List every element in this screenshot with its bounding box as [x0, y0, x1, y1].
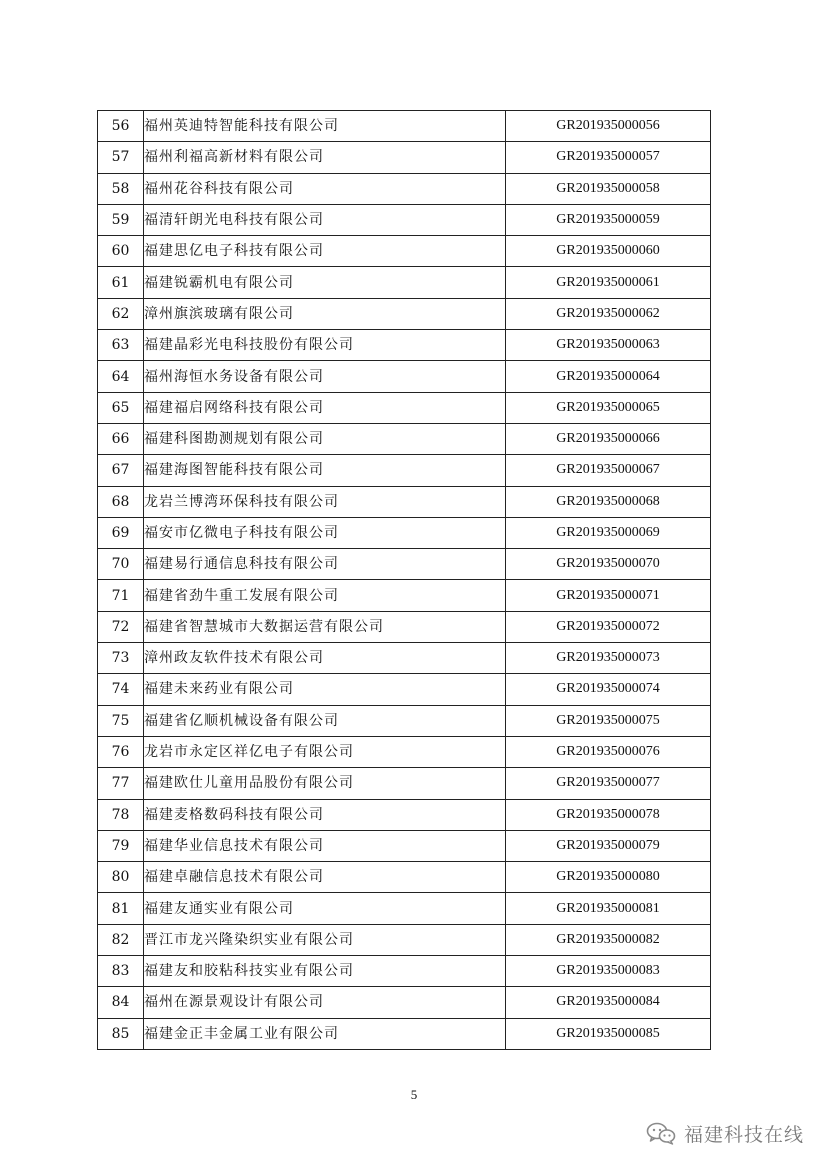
row-number: 76	[98, 736, 144, 767]
certificate-code: GR201935000070	[506, 549, 711, 580]
row-number: 84	[98, 987, 144, 1018]
certificate-code: GR201935000071	[506, 580, 711, 611]
row-number: 66	[98, 423, 144, 454]
table-row	[98, 517, 711, 548]
company-name: 福州英迪特智能科技有限公司	[144, 111, 506, 142]
row-number: 64	[98, 361, 144, 392]
certificate-code: GR201935000083	[506, 956, 711, 987]
certificate-code: GR201935000063	[506, 330, 711, 361]
row-number: 79	[98, 830, 144, 861]
row-number: 75	[98, 705, 144, 736]
certificate-code: GR201935000059	[506, 204, 711, 235]
certificate-code: GR201935000077	[506, 768, 711, 799]
certificate-code: GR201935000067	[506, 455, 711, 486]
table-row	[98, 361, 711, 392]
row-number: 80	[98, 862, 144, 893]
table-row	[98, 549, 711, 580]
row-number: 69	[98, 517, 144, 548]
table-row	[98, 392, 711, 423]
table-row	[98, 674, 711, 705]
certificate-code: GR201935000064	[506, 361, 711, 392]
certificate-code: GR201935000085	[506, 1018, 711, 1049]
row-number: 70	[98, 549, 144, 580]
table-row	[98, 298, 711, 329]
company-name: 福建省劲牛重工发展有限公司	[144, 580, 506, 611]
row-number: 58	[98, 173, 144, 204]
table-row	[98, 111, 711, 142]
company-name: 福建省亿顺机械设备有限公司	[144, 705, 506, 736]
company-name: 福建友通实业有限公司	[144, 893, 506, 924]
company-name: 福建金正丰金属工业有限公司	[144, 1018, 506, 1049]
row-number: 63	[98, 330, 144, 361]
certificate-code: GR201935000062	[506, 298, 711, 329]
row-number: 59	[98, 204, 144, 235]
row-number: 82	[98, 924, 144, 955]
table-row	[98, 893, 711, 924]
page-number: 5	[410, 1087, 418, 1102]
table-row	[98, 236, 711, 267]
table-row	[98, 267, 711, 298]
company-name: 龙岩兰博湾环保科技有限公司	[144, 486, 506, 517]
certificate-code: GR201935000079	[506, 830, 711, 861]
certificate-code: GR201935000058	[506, 173, 711, 204]
company-name: 福建福启网络科技有限公司	[144, 392, 506, 423]
company-name: 漳州旗滨玻璃有限公司	[144, 298, 506, 329]
certificate-code: GR201935000065	[506, 392, 711, 423]
company-name: 福安市亿微电子科技有限公司	[144, 517, 506, 548]
table-row	[98, 987, 711, 1018]
row-number: 81	[98, 893, 144, 924]
company-name: 福州海恒水务设备有限公司	[144, 361, 506, 392]
table-row	[98, 580, 711, 611]
table-row	[98, 705, 711, 736]
watermark-text: 福建科技在线	[683, 1123, 804, 1146]
company-name: 福建易行通信息科技有限公司	[144, 549, 506, 580]
table-row	[98, 799, 711, 830]
company-name: 福建省智慧城市大数据运营有限公司	[144, 611, 506, 642]
company-name: 福州花谷科技有限公司	[144, 173, 506, 204]
table-row	[98, 924, 711, 955]
table-row	[98, 173, 711, 204]
table-row	[98, 330, 711, 361]
row-number: 71	[98, 580, 144, 611]
row-number: 62	[98, 298, 144, 329]
company-name: 福州利福高新材料有限公司	[144, 142, 506, 173]
certificate-code: GR201935000073	[506, 643, 711, 674]
company-name: 福建科图勘测规划有限公司	[144, 423, 506, 454]
table-body	[98, 111, 711, 1050]
row-number: 56	[98, 111, 144, 142]
table-row	[98, 611, 711, 642]
row-number: 67	[98, 455, 144, 486]
company-name: 福建锐霸机电有限公司	[144, 267, 506, 298]
company-name: 龙岩市永定区祥亿电子有限公司	[144, 736, 506, 767]
company-name: 福建未来药业有限公司	[144, 674, 506, 705]
row-number: 65	[98, 392, 144, 423]
table-row	[98, 204, 711, 235]
table-row	[98, 736, 711, 767]
row-number: 85	[98, 1018, 144, 1049]
certificate-code: GR201935000080	[506, 862, 711, 893]
row-number: 78	[98, 799, 144, 830]
company-name: 福建思亿电子科技有限公司	[144, 236, 506, 267]
table-row	[98, 956, 711, 987]
table-row	[98, 142, 711, 173]
certificate-code: GR201935000056	[506, 111, 711, 142]
wechat-icon	[646, 1121, 676, 1145]
certificate-code: GR201935000068	[506, 486, 711, 517]
certificate-code: GR201935000072	[506, 611, 711, 642]
table-row	[98, 423, 711, 454]
certificate-code: GR201935000074	[506, 674, 711, 705]
company-name: 福建欧仕儿童用品股份有限公司	[144, 768, 506, 799]
row-number: 68	[98, 486, 144, 517]
table-row	[98, 486, 711, 517]
table-row	[98, 455, 711, 486]
table-row	[98, 862, 711, 893]
table-row	[98, 643, 711, 674]
certificate-code: GR201935000057	[506, 142, 711, 173]
certificate-code: GR201935000082	[506, 924, 711, 955]
certificate-code: GR201935000075	[506, 705, 711, 736]
table-row	[98, 768, 711, 799]
certificate-code: GR201935000066	[506, 423, 711, 454]
row-number: 83	[98, 956, 144, 987]
company-name: 晋江市龙兴隆染织实业有限公司	[144, 924, 506, 955]
company-name: 漳州政友软件技术有限公司	[144, 643, 506, 674]
company-name: 福建卓融信息技术有限公司	[144, 862, 506, 893]
table-row	[98, 1018, 711, 1049]
company-name: 福建华业信息技术有限公司	[144, 830, 506, 861]
row-number: 77	[98, 768, 144, 799]
row-number: 57	[98, 142, 144, 173]
company-name: 福建麦格数码科技有限公司	[144, 799, 506, 830]
certificate-code: GR201935000084	[506, 987, 711, 1018]
company-name: 福建友和胶粘科技实业有限公司	[144, 956, 506, 987]
certificate-code: GR201935000060	[506, 236, 711, 267]
company-name: 福建海图智能科技有限公司	[144, 455, 506, 486]
row-number: 60	[98, 236, 144, 267]
row-number: 61	[98, 267, 144, 298]
company-name: 福建晶彩光电科技股份有限公司	[144, 330, 506, 361]
certificate-code: GR201935000061	[506, 267, 711, 298]
certificate-code: GR201935000069	[506, 517, 711, 548]
company-name: 福清轩朗光电科技有限公司	[144, 204, 506, 235]
table-row	[98, 830, 711, 861]
watermark	[646, 1118, 804, 1148]
row-number: 74	[98, 674, 144, 705]
certificate-code: GR201935000078	[506, 799, 711, 830]
row-number: 73	[98, 643, 144, 674]
company-list-table	[97, 110, 711, 1050]
row-number: 72	[98, 611, 144, 642]
certificate-code: GR201935000081	[506, 893, 711, 924]
company-name: 福州在源景观设计有限公司	[144, 987, 506, 1018]
certificate-code: GR201935000076	[506, 736, 711, 767]
